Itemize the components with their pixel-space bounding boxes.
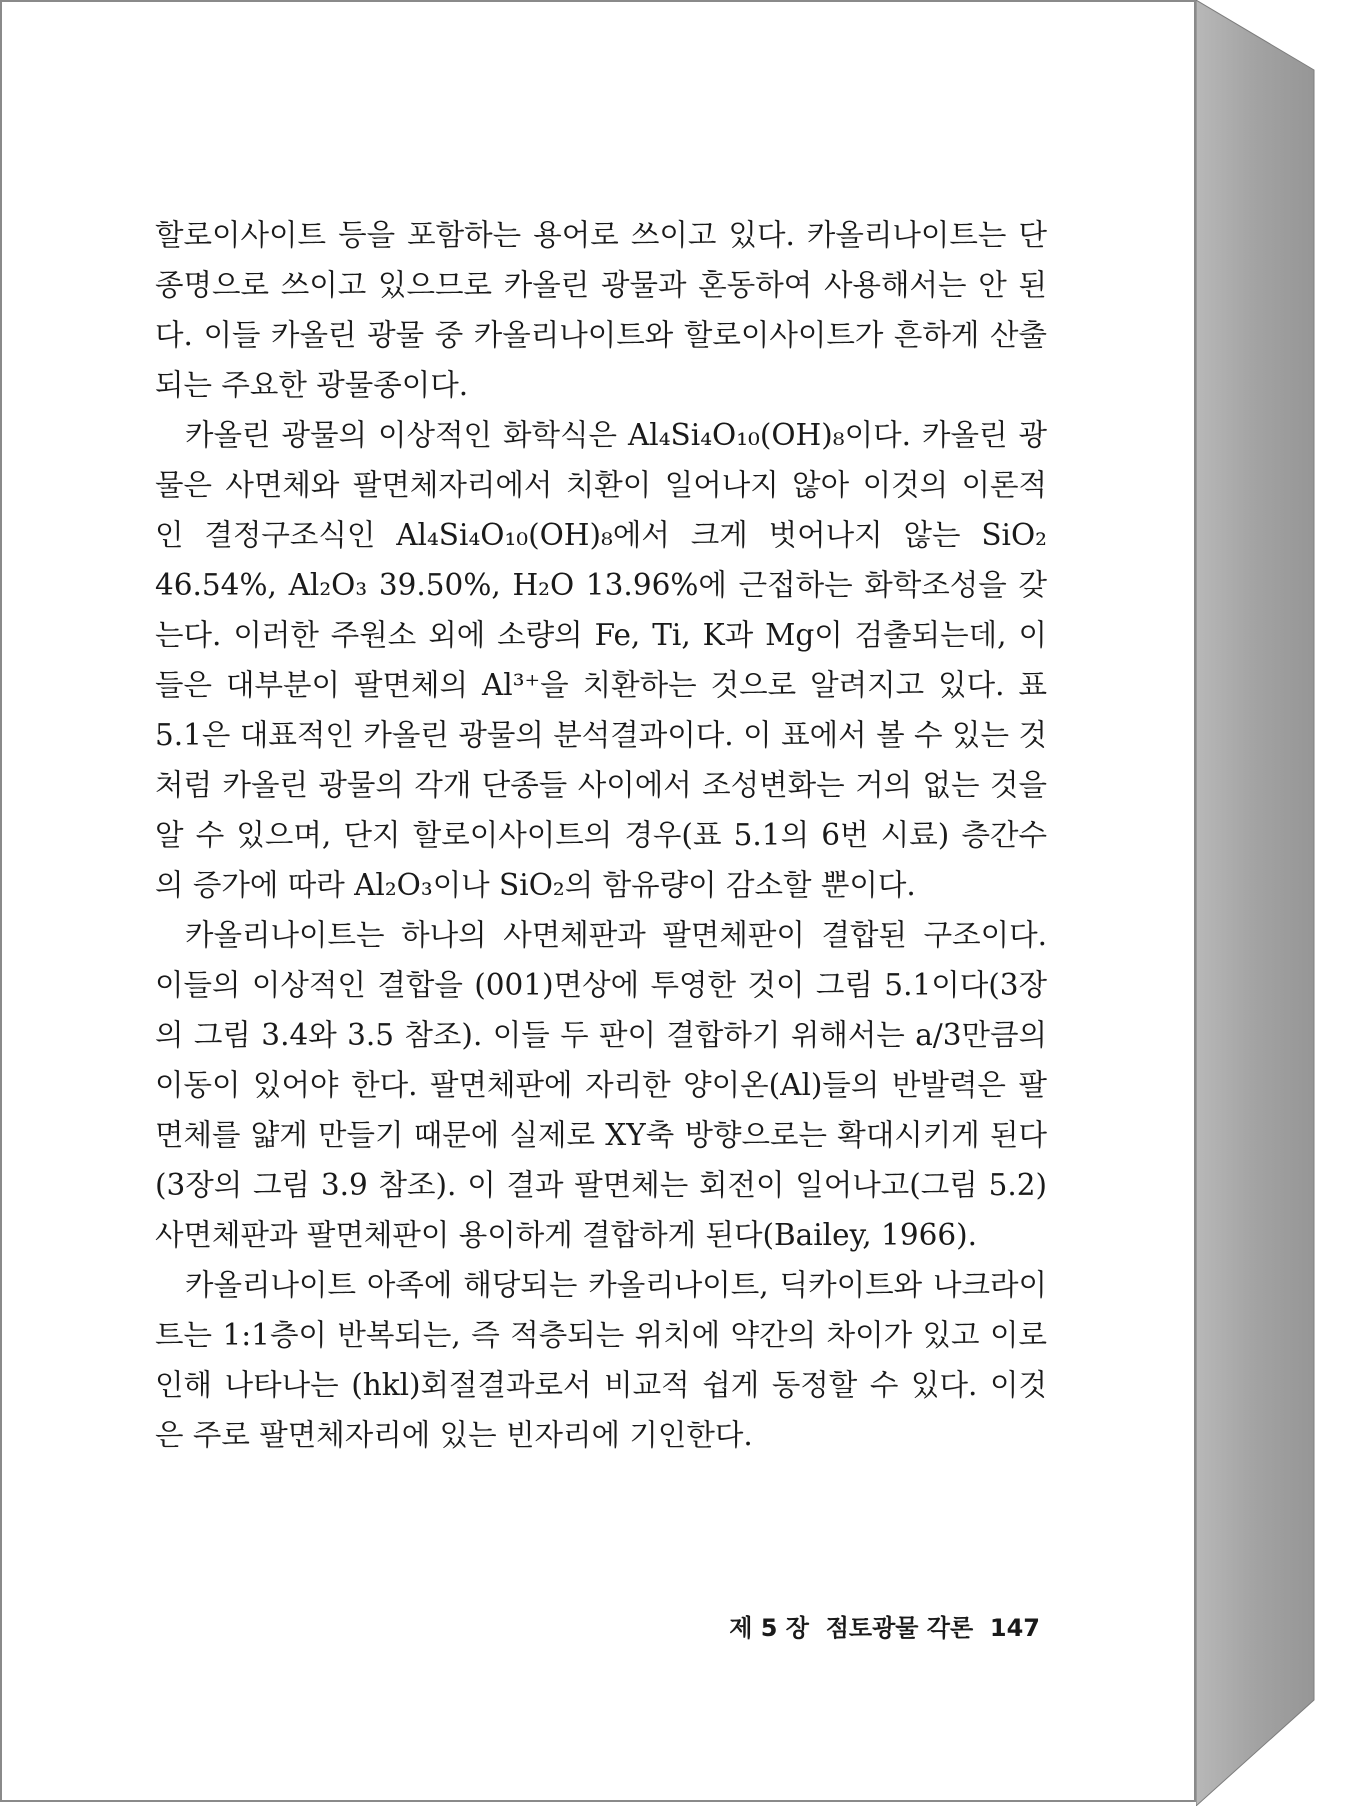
- chapter-title: 점토광물 각론: [825, 1614, 974, 1642]
- paragraph: 카올리나이트 아족에 해당되는 카올리나이트, 딕카이트와 나크라이트는 1:1층이 반복되는, 즉 적층되는 위치에 약간의 차이가 있고 이로 인해 나타나는 (hkl)회절결과로서 비교적 쉽게 동정할 수 있다. 이것은 주로 팔면체자리에 있는 빈자리에 기인한다.: [155, 1268, 1047, 1452]
- chapter-label: 제 5 장: [729, 1614, 809, 1642]
- page-footer: [700, 1608, 1040, 1643]
- page-number: 147: [989, 1614, 1040, 1642]
- body-text: [155, 210, 1047, 1460]
- paragraph: 할로이사이트 등을 포함하는 용어로 쓰이고 있다. 카올리나이트는 단종명으로 쓰이고 있으므로 카올린 광물과 혼동하여 사용해서는 안 된다. 이들 카올린 광물 중 카올리나이트와 할로이사이트가 흔하게 산출되는 주요한 광물종이다.: [155, 218, 1047, 402]
- paragraph: 카올리나이트는 하나의 사면체판과 팔면체판이 결합된 구조이다. 이들의 이상적인 결합을 (001)면상에 투영한 것이 그림 5.1이다(3장의 그림 3.4와 3.5 참조). 이들 두 판이 결합하기 위해서는 a/3만큼의 이동이 있어야 한다. 팔면체판에 자리한 양이온(Al)들의 반발력은 팔면체를 얇게 만들기 때문에 실제로 XY축 방향으로는 확대시키게 된다(3장의 그림 3.9 참조). 이 결과 팔면체는 회전이 일어나고(그림 5.2) 사면체판과 팔면체판이 용이하게 결합하게 된다(Bailey, 1966).: [155, 918, 1047, 1252]
- paragraph: 카올린 광물의 이상적인 화학식은 Al₄Si₄O₁₀(OH)₈이다. 카올린 광물은 사면체와 팔면체자리에서 치환이 일어나지 않아 이것의 이론적인 결정구조식인 Al₄Si₄O₁₀(OH)₈에서 크게 벗어나지 않는 SiO₂ 46.54%, Al₂O₃ 39.50%, H₂O 13.96%에 근접하는 화학조성을 갖는다. 이러한 주원소 외에 소량의 Fe, Ti, K과 Mg이 검출되는데, 이들은 대부분이 팔면체의 Al³⁺을 치환하는 것으로 알려지고 있다. 표 5.1은 대표적인 카올린 광물의 분석결과이다. 이 표에서 볼 수 있는 것처럼 카올린 광물의 각개 단종들 사이에서 조성변화는 거의 없는 것을 알 수 있으며, 단지 할로이사이트의 경우(표 5.1의 6번 시료) 층간수의 증가에 따라 Al₂O₃이나 SiO₂의 함유량이 감소할 뿐이다.: [155, 418, 1047, 902]
- book-side-edge: [1196, 0, 1320, 1806]
